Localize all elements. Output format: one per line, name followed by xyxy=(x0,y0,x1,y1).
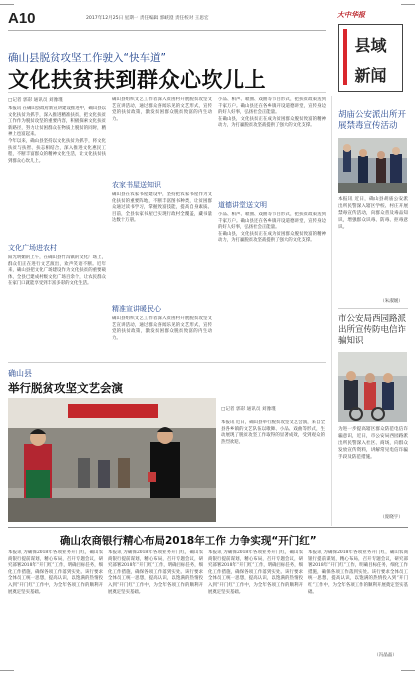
lead-subhead-2b: 精准宣讲暖民心 xyxy=(112,305,161,313)
header-meta: 2017年12月25日 星期一 责任编辑 郭峡澄 责任校对 王思宏 xyxy=(86,16,209,21)
bottom-column-2: 本报讯 为确保2018年各项业务开门红，确山农商银行提前谋划，精心布局，召开专题会议，研究部署2018年“开门红”工作，明确目标任务，细化工作措施，确保各项工作落到实处。该行要求全体员工统一思想，提高认识，以饱满的热情投入到“开门红”工作中，为全年各项工作的顺利开展奠定坚实基础。 xyxy=(108,550,203,595)
lead-headline: 文化扶贫扶到群众心坎儿上 xyxy=(8,68,266,92)
banner-title: 举行脱贫攻坚文艺会演 xyxy=(8,381,123,395)
sidebar-photo-2 xyxy=(338,352,407,422)
sidebar-rule xyxy=(338,308,408,309)
banner-photo xyxy=(8,398,216,522)
crop-mark xyxy=(0,670,14,671)
sidebar-item-1-text: 本报讯 近日，确山县胡庙公安派出所民警深入辖区学校、村庄开展禁毒宣传活动，向群众普及毒品知识，增强群众识毒、防毒、拒毒意识。 xyxy=(338,197,408,230)
banner-kicker: 确山县 xyxy=(8,369,32,378)
page-number: A10 xyxy=(8,10,36,27)
bottom-column-1: 本报讯 为确保2018年各项业务开门红，确山农商银行提前谋划，精心布局，召开专题会议，研究部署2018年“开门红”工作，明确目标任务，细化工作措施，确保各项工作落到实处。该行要求全体员工统一思想，提高认识，以饱满的热情投入到“开门红”工作中，为全年各项工作的顺利开展奠定坚实基础。 xyxy=(8,550,103,595)
lead-subhead-3: 道德讲堂送文明 xyxy=(218,201,267,209)
banner-text: 本报讯 近日，确山县举行脱贫攻坚文艺会演，来自全县各乡镇的文艺队伍以歌舞、小品、戏曲等形式，生动展现了脱贫攻坚工作取得的显著成效，受到观众的热烈欢迎。 xyxy=(221,420,325,445)
section-label-line2: 新闻 xyxy=(354,66,387,85)
lead-subhead-1: 文化广场进农村 xyxy=(8,244,57,252)
bottom-rule xyxy=(8,527,408,528)
performance-photo-image xyxy=(8,398,216,522)
lead-column-2b: 确山县组织文艺工作者深入贫困村开展脱贫攻坚文艺宣讲活动，通过群众喜闻乐见的文艺形式，宣传党的扶贫政策，激发贫困群众脱贫致富的内生动力。 xyxy=(112,316,212,341)
lead-column-2-top: 确山县组织文艺工作者深入贫困村开展脱贫攻坚文艺宣讲活动，通过群众喜闻乐见的文艺形式，宣传党的扶贫政策，激发贫困群众脱贫致富的内生动力。 xyxy=(112,97,212,122)
lead-byline: □记者 郭彩 通讯员 刘豫瑾 xyxy=(8,98,63,103)
crop-mark xyxy=(401,4,415,5)
sidebar-item-2-title: 市公安局西园路派出所宣传防电信诈骗知识 xyxy=(338,314,407,346)
bottom-title: 确山农商银行精心布局2018年工作 力争实现“开门红” xyxy=(60,535,317,547)
lead-column-3: 小品、相声、歌曲、戏曲等节目形式，把扶贫政策送到千家万户。确山县还在各乡镇开设道德讲堂，宣传身边的好人好事，弘扬社会正能量。 在确山县，文化扶贫正在成为贫困群众脱贫致富的精神动力，为打赢脱贫攻坚战提供了强大的文化支撑。 xyxy=(218,212,326,244)
lead-column-2: 确山县在农家书屋建设中，坚持把农家书屋作为文化扶贫的重要阵地，不断丰富图书种类，让贫困群众通过读书学习，掌握致富技能，提高自身素质。目前，全县农家书屋已实现行政村全覆盖，藏书量达数十万册。 xyxy=(112,192,212,224)
crop-mark xyxy=(401,670,415,671)
sidebar-item-2-credit: （庞晓宇） xyxy=(380,515,403,520)
lead-kicker: 确山县脱贫攻坚工作驶入“快车道” xyxy=(8,52,166,64)
banner-byline: □记者 郭彩 通讯员 刘豫瑾 xyxy=(221,407,276,412)
lead-rule xyxy=(8,92,326,93)
sidebar-divider xyxy=(331,96,332,526)
section-label xyxy=(338,24,403,92)
lead-column-3-top: 小品、相声、歌曲、戏曲等节目形式，把扶贫政策送到千家万户。确山县还在各乡镇开设道德讲堂，宣传身边的好人好事，弘扬社会正能量。 在确山县，文化扶贫正在成为贫困群众脱贫致富的精神动力，为打赢脱贫攻坚战提供了强大的文化支撑。 xyxy=(218,97,326,129)
section-label-line1: 县域 xyxy=(354,36,387,55)
lead-column-1: 本报讯 在确山县政府新宣讲建设推进中，确山县以文化扶贫为抓手，深入推进精准扶贫，把文化扶贫工作作为脱贫攻坚的重要内容，积极探索文化扶贫新路径，努力让贫困群众在物质上脱贫的同时，精神上也富起来。 今年以来，确山县坚持以文化扶贫为抓手，将文化扶贫与扶智、扶志相结合，深入推进文化惠民工程，不断丰富群众的精神文化生活，让文化扶贫扶到群众心坎儿上。 xyxy=(8,106,106,164)
bottom-column-3: 本报讯 为确保2018年各项业务开门红，确山农商银行提前谋划，精心布局，召开专题会议，研究部署2018年“开门红”工作，明确目标任务，细化工作措施，确保各项工作落到实处。该行要求全体员工统一思想，提高认识，以饱满的热情投入到“开门红”工作中，为全年各项工作的顺利开展奠定坚实基础。 xyxy=(208,550,303,595)
lead-column-1b: 阳光明媚的上午，在确山县竹沟镇的文化广场上，群众们正在进行文艺演出，欢声笑语不断。近年来，确山县把文化广场建设作为文化扶贫的重要载体，全县已建成村级文化广场百余个，让农民群众在家门口就能享受到丰富多彩的文化生活。 xyxy=(8,255,106,287)
sidebar-item-2-text: 为进一步提高辖区群众防范电信诈骗意识，近日，市公安局西园路派出所民警深入社区、商场，向群众发放宣传资料，讲解常见电信诈骗手段及防范措施。 xyxy=(338,427,408,460)
header-divider xyxy=(8,30,326,31)
police-photo-image xyxy=(338,138,407,193)
banner-rule xyxy=(8,362,326,363)
bottom-credit: （冯晶晶） xyxy=(374,653,397,658)
street-photo-image xyxy=(338,352,407,422)
crop-mark xyxy=(0,4,14,5)
brand-logo: 大中华报 xyxy=(337,10,365,19)
sidebar-photo-1 xyxy=(338,138,407,193)
lead-subhead-2: 农家书屋送知识 xyxy=(112,181,161,189)
sidebar-item-1-credit: （朱淑媛） xyxy=(380,299,403,304)
bottom-column-4: 本报讯 为确保2018年各项业务开门红，确山农商银行提前谋划，精心布局，召开专题会议，研究部署2018年“开门红”工作，明确目标任务，细化工作措施，确保各项工作落到实处。该行要求全体员工统一思想，提高认识，以饱满的热情投入到“开门红”工作中，为全年各项工作的顺利开展奠定坚实基础。 xyxy=(308,550,408,595)
sidebar-item-1-title: 胡庙公安派出所开展禁毒宣传活动 xyxy=(338,110,407,131)
